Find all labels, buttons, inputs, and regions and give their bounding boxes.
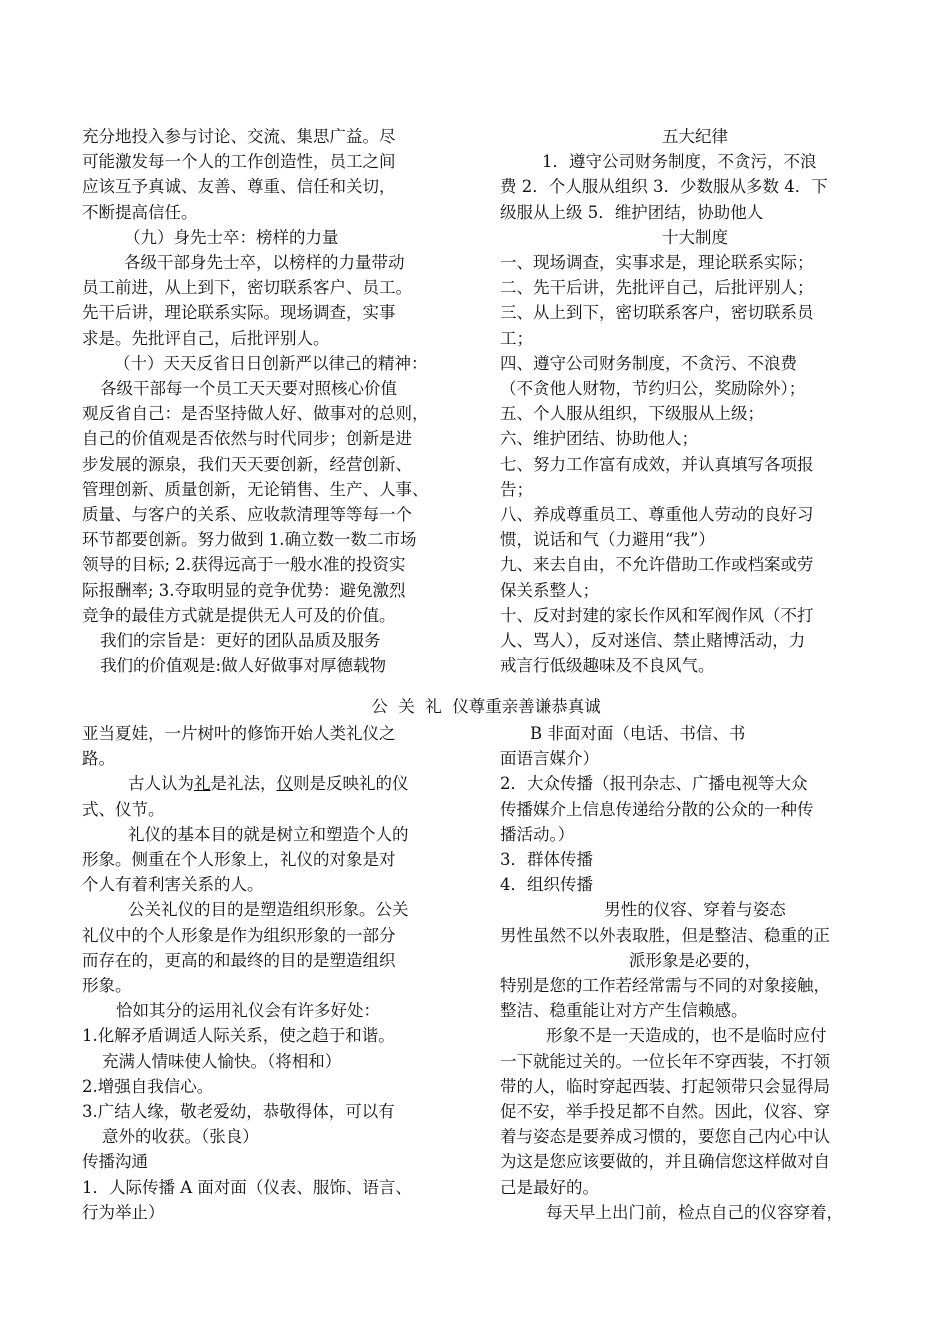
text-line: 可能激发每一个人的工作创造性，员工之间 (82, 152, 396, 172)
section-heading-nine: （九）身先士卒：榜样的力量 (124, 227, 339, 247)
rule-line: 五、个人服从组织，下级服从上级； (500, 404, 764, 424)
text-line: 促不安，举手投足都不自然。因此，仪容、穿 (500, 1102, 830, 1122)
bottom-left-column (82, 721, 487, 1225)
text-line: 竞争的最佳方式就是提供无人可及的价值。 (82, 605, 396, 625)
list-item: 2.增强自我信心。 (82, 1076, 214, 1096)
section-heading-ten: （十）天天反省日日创新严以律己的精神： (114, 353, 428, 373)
text-fragment: 是礼法， (210, 774, 277, 794)
list-item: B 非面对面（电话、书信、书 (530, 724, 746, 743)
text-line: 礼仪中的个人形象是作为组织形象的一部分 (82, 925, 396, 945)
section-heading-communication: 传播沟通 (82, 1152, 148, 1172)
text-line: 个人有着利害关系的人。 (82, 875, 264, 895)
list-item-continued: 面语言媒介） (500, 749, 599, 769)
list-item: 3.广结人缘，敬老爱幼，恭敬得体，可以有 (82, 1102, 395, 1122)
text-line: 求是。先批评自己，后批评别人。 (82, 328, 330, 348)
rule-line: （不贪他人财物，节约归公，奖励除外）； (500, 379, 806, 399)
list-item: 3．群体传播 (500, 850, 593, 870)
underlined-yi: 仪 (276, 774, 293, 794)
text-line (82, 771, 487, 796)
text-line: 际报酬率; 3.夺取明显的竞争优势：避免激烈 (82, 580, 406, 600)
rule-line: 三、从上到下，密切联系客户，密切联系员 (500, 303, 814, 323)
list-item-continued: 播活动。） (500, 824, 575, 844)
ten-rules-title: 十大制度 (662, 227, 728, 247)
rule-line: 人、骂人），反对迷信、禁止赌博活动，力 (500, 631, 806, 651)
rule-line: 告； (500, 479, 533, 499)
text-line: 员工前进，从上到下，密切联系客户、员工。 (82, 278, 412, 298)
text-line: 先干后讲，理论联系实际。现场调查，实事 (82, 303, 396, 323)
list-item: 4．组织传播 (500, 875, 593, 895)
text-line: 各级干部每一个员工天天要对照核心价值 (100, 379, 397, 399)
rule-line: 四、遵守公司财务制度，不贪污、不浪费 (500, 353, 797, 373)
rule-line: 惯，说话和气（力避用“我”） (500, 530, 715, 550)
text-line: 男性虽然不以外表取胜，但是整洁、稳重的正 (500, 925, 830, 945)
rule-line: 十、反对封建的家长作风和军阀作风（不打 (500, 605, 814, 625)
text-line: 公关礼仪的目的是塑造组织形象。公关 (128, 900, 409, 920)
text-line: 派形象是必要的， (629, 950, 761, 970)
rule-line: 工； (500, 328, 533, 348)
rule-line: 二、先干后讲，先批评自己，后批评别人； (500, 278, 814, 298)
text-line: 为这是您应该要做的，并且确信您这样做对自 (500, 1152, 830, 1172)
rule-line: 九、来去自由，不允许借助工作或档案或劳 (500, 555, 814, 575)
text-line: 不断提高信任。 (82, 202, 198, 222)
text-line: 费 2．个人服从组织 3．少数服从多数 4．下 (500, 177, 828, 197)
rule-line: 八、养成尊重员工、尊重他人劳动的良好习 (500, 505, 814, 525)
underlined-li: 礼 (194, 774, 211, 794)
text-fragment: 古人认为 (128, 774, 194, 794)
rule-line: 一、现场调查，实事求是，理论联系实际； (500, 253, 814, 273)
text-line: 形象。 (82, 976, 132, 996)
rule-line: 保关系整人； (500, 580, 599, 600)
text-line: 路。 (82, 749, 115, 769)
etiquette-heading: 公 关 礼 仪尊重亲善谦恭真诚 (371, 697, 601, 716)
text-line: 质量、与客户的关系、应收款清理等等每一个 (82, 505, 412, 525)
list-item-continued: 意外的收获。（张良） (102, 1127, 259, 1147)
text-line: 一下就能过关的。一位长年不穿西装，不打领 (500, 1051, 830, 1071)
text-line: 1．遵守公司财务制度，不贪污，不浪 (542, 152, 817, 172)
text-line: 带的人，临时穿起西装、打起领带只会显得局 (500, 1076, 830, 1096)
text-line: 整洁、稳重能让对方产生信赖感。 (500, 1001, 748, 1021)
top-right-column (500, 124, 890, 678)
text-line: 每天早上出门前，检点自己的仪容穿着， (546, 1202, 843, 1222)
list-item: 2．大众传播（报刊杂志、广播电视等大众 (500, 774, 808, 794)
text-line: 应该互予真诚、友善、尊重、信任和关切， (82, 177, 396, 197)
top-left-column (82, 124, 487, 678)
list-item-continued: 行为举止） (82, 1202, 165, 1222)
text-fragment: 则是反映礼的仪 (293, 774, 409, 794)
values-statement: 我们的价值观是:做人好做事对厚德载物 (100, 656, 387, 676)
bottom-right-column (500, 721, 890, 1225)
text-line: 恰如其分的运用礼仪会有许多好处： (116, 1001, 380, 1021)
male-appearance-title: 男性的仪容、穿着与姿态 (604, 900, 786, 920)
rule-line: 戒言行低级趣味及不良风气。 (500, 656, 715, 676)
text-line: 己是最好的。 (500, 1177, 599, 1197)
five-disciplines-title: 五大纪律 (662, 127, 728, 146)
text-line: 环节都要创新。努力做到 1.确立数一数二市场 (82, 530, 417, 550)
text-line: 管理创新、质量创新，无论销售、生产、人事、 (82, 479, 429, 499)
rule-line: 七、努力工作富有成效，并认真填写各项报 (500, 454, 814, 474)
text-line: 亚当夏娃，一片树叶的修饰开始人类礼仪之 (82, 724, 396, 743)
text-line: 步发展的源泉，我们天天要创新，经营创新、 (82, 454, 412, 474)
text-line: 各级干部身先士卒，以榜样的力量带动 (124, 253, 405, 273)
list-item: 1．人际传播 A 面对面（仪表、服饰、语言、 (82, 1177, 412, 1197)
text-line: 领导的目标; 2.获得远高于一般水准的投资实 (82, 555, 406, 575)
mission-statement: 我们的宗旨是：更好的团队品质及服务 (100, 631, 381, 651)
text-line: 特别是您的工作若经常需与不同的对象接触， (500, 976, 830, 996)
text-line: 充分地投入参与讨论、交流、集思广益。尽 (82, 127, 396, 146)
text-line: 着与姿态是要养成习惯的，要您自己内心中认 (500, 1127, 830, 1147)
text-line: 观反省自己：是否坚持做人好、做事对的总则， (82, 404, 429, 424)
text-line: 形象。侧重在个人形象上，礼仪的对象是对 (82, 850, 396, 870)
text-line: 礼仪的基本目的就是树立和塑造个人的 (128, 824, 409, 844)
list-item-continued: 传播媒介上信息传递给分散的公众的一种传 (500, 799, 814, 819)
text-line: 自己的价值观是否依然与时代同步；创新是进 (82, 429, 412, 449)
list-item-continued: 充满人情味使人愉快。（将相和） (102, 1051, 342, 1071)
text-line: 式、仪节。 (82, 799, 165, 819)
list-item: 1.化解矛盾调适人际关系，使之趋于和谐。 (82, 1026, 395, 1046)
text-line: 级服从上级 5．维护团结，协助他人 (500, 202, 764, 222)
rule-line: 六、维护团结、协助他人； (500, 429, 698, 449)
text-line: 形象不是一天造成的，也不是临时应付 (546, 1026, 827, 1046)
text-line: 而存在的，更高的和最终的目的是塑造组织 (82, 950, 396, 970)
